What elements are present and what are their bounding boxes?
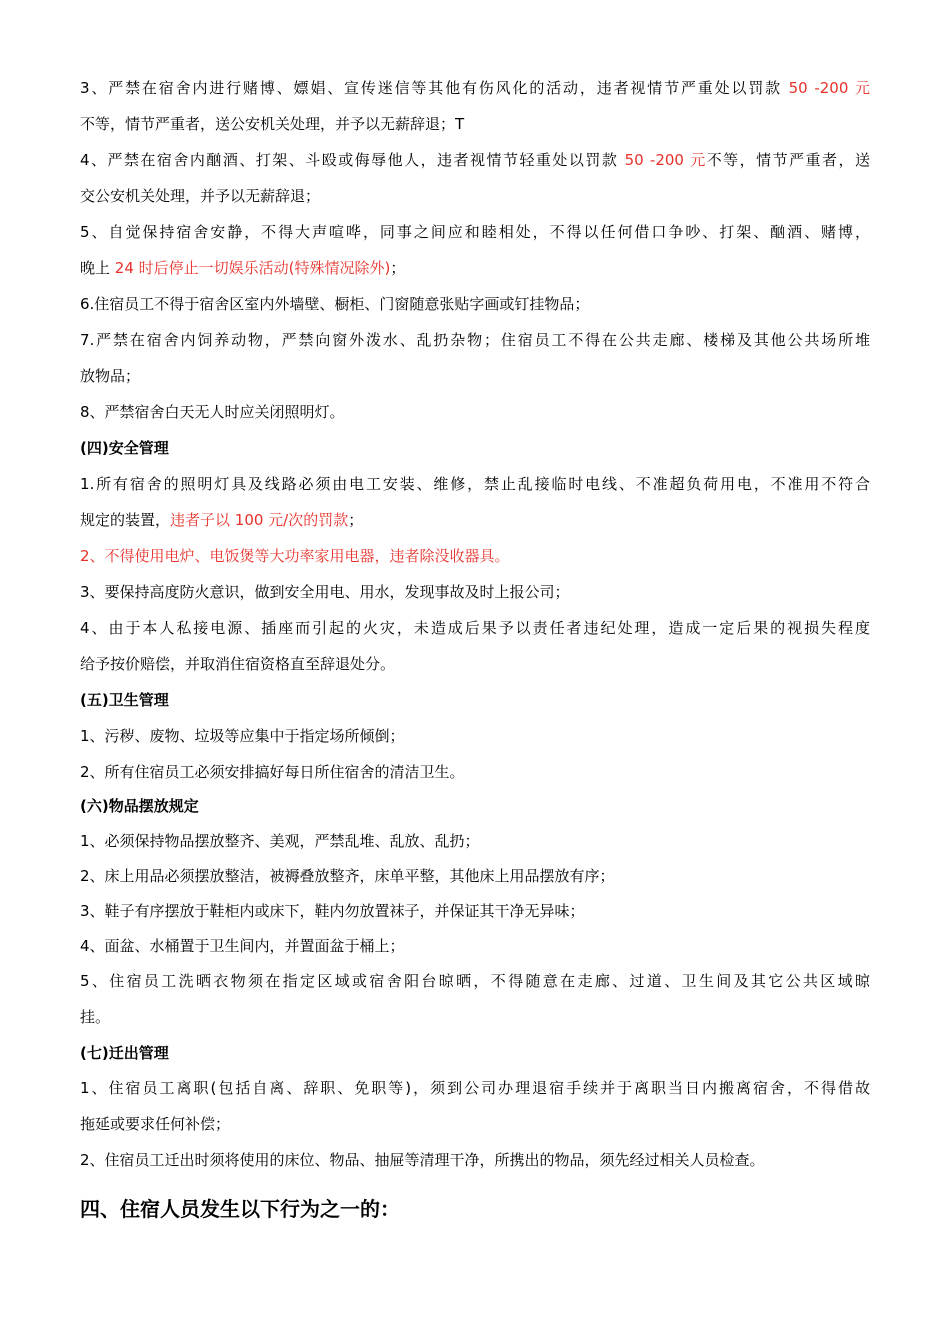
fine-note: 违者子以 100 元/次的罚款	[170, 511, 349, 529]
safety-1-line1: 1.所有宿舍的照明灯具及线路必须由电工安装、维修，禁止乱接临时电线、不准超负荷用电，不准用不符合	[80, 475, 870, 493]
hygiene-2: 2、所有住宿员工必须安排搞好每日所住宿舍的清洁卫生。	[80, 763, 465, 781]
rule-7-line2: 放物品；	[80, 367, 141, 385]
fine-amount: 50 -200 元	[788, 79, 870, 97]
items-3: 3、鞋子有序摆放于鞋柜内或床下，鞋内勿放置袜子，并保证其干净无异味；	[80, 902, 585, 920]
rule-6: 6.住宿员工不得于宿舍区室内外墙壁、橱柜、门窗随意张贴字画或钉挂物品；	[80, 295, 590, 313]
items-4: 4、面盆、水桶置于卫生间内，并置面盆于桶上；	[80, 937, 405, 955]
rule-3-line1	[80, 76, 870, 100]
text: ；	[390, 259, 406, 277]
safety-2: 2、不得使用电炉、电饭煲等大功率家用电器，违者除没收器具。	[80, 547, 510, 565]
items-1: 1、必须保持物品摆放整齐、美观，严禁乱堆、乱放、乱扔；	[80, 832, 480, 850]
rule-3-line2: 不等，情节严重者，送公安机关处理，并予以无薪辞退；T	[80, 115, 465, 133]
rule-4-line2: 交公安机关处理，并予以无薪辞退；	[80, 187, 321, 205]
moveout-1-line2: 拖延或要求任何补偿；	[80, 1115, 231, 1133]
text: 晚上	[80, 259, 115, 277]
items-5-line1: 5、住宿员工洗晒衣物须在指定区域或宿舍阳台晾晒，不得随意在走廊、过道、卫生间及其它公共区域晾	[80, 972, 870, 990]
text: ；	[348, 511, 364, 529]
rule-5-line2	[80, 256, 870, 280]
section-4-title: 四、住宿人员发生以下行为之一的：	[80, 1197, 400, 1221]
moveout-1-line1: 1、住宿员工离职(包括自离、辞职、免职等)，须到公司办理退宿手续并于离职当日内搬离宿舍，不得借故	[80, 1079, 870, 1097]
text: 规定的装置，	[80, 511, 171, 529]
rule-5-line1: 5、自觉保持宿舍安静，不得大声喧哗，同事之间应和睦相处，不得以任何借口争吵、打架、酗酒、赌博，	[80, 223, 870, 241]
rule-4-line1	[80, 148, 870, 172]
heading-safety: (四)安全管理	[80, 439, 169, 457]
fine-amount: 50 -200 元	[624, 151, 707, 169]
heading-moveout: (七)迁出管理	[80, 1044, 169, 1062]
text: 不等，情节严重者，送	[706, 151, 870, 169]
safety-4-line1: 4、由于本人私接电源、插座而引起的火灾，未造成后果予以责任者违纪处理，造成一定后果的视损失程度	[80, 619, 870, 637]
safety-3: 3、要保持高度防火意识，做到安全用电、用水，发现事故及时上报公司；	[80, 583, 570, 601]
safety-1-line2	[80, 508, 870, 532]
rule-8: 8、严禁宿舍白天无人时应关闭照明灯。	[80, 403, 345, 421]
moveout-2: 2、住宿员工迁出时须将使用的床位、物品、抽屉等清理干净，所携出的物品，须先经过相关人员检查。	[80, 1151, 765, 1169]
safety-4-line2: 给予按价赔偿，并取消住宿资格直至辞退处分。	[80, 655, 396, 673]
rule-7-line1: 7.严禁在宿舍内饲养动物，严禁向窗外泼水、乱扔杂物；住宿员工不得在公共走廊、楼梯及其他公共场所堆	[80, 331, 870, 349]
items-2: 2、床上用品必须摆放整洁，被褥叠放整齐，床单平整，其他床上用品摆放有序；	[80, 867, 615, 885]
hygiene-1: 1、污秽、废物、垃圾等应集中于指定场所倾倒；	[80, 727, 405, 745]
items-5-line2: 挂。	[80, 1008, 111, 1026]
heading-items: (六)物品摆放规定	[80, 797, 199, 815]
heading-hygiene: (五)卫生管理	[80, 691, 169, 709]
curfew-note: 24 时后停止一切娱乐活动(特殊情况除外)	[114, 259, 391, 277]
text: 4、严禁在宿舍内酗酒、打架、斗殴或侮辱他人，违者视情节轻重处以罚款	[80, 151, 625, 169]
text: 3、严禁在宿舍内进行赌博、嫖娼、宣传迷信等其他有伤风化的活动，违者视情节严重处以罚款	[80, 79, 789, 97]
